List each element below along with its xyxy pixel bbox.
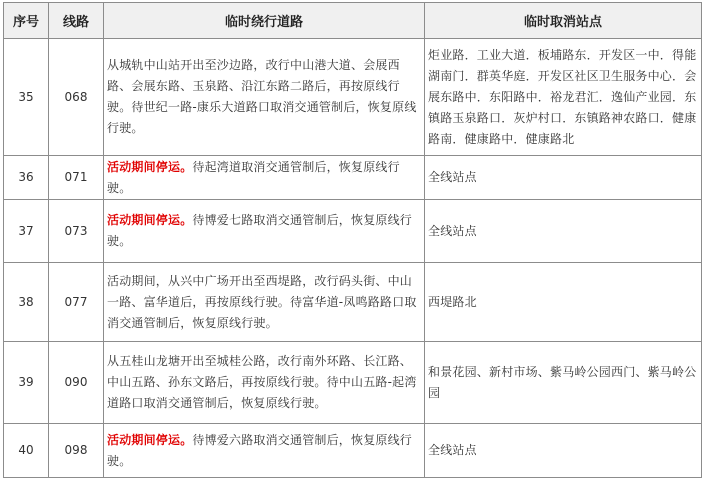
table-row (4, 156, 702, 200)
header-seq: 序号 (4, 3, 49, 39)
detour-text: 活动期间，从兴中广场开出至西堤路，改行码头街、中山一路、富华道后，再按原线行驶。待富华道-凤鸣路路口取消交通管制后，恢复原线行驶。 (107, 273, 417, 330)
detour-cell (104, 200, 425, 263)
detour-cell (104, 342, 425, 424)
table-row (4, 424, 702, 478)
header-route: 线路 (49, 3, 104, 39)
route-cell: 068 (49, 39, 104, 156)
detour-text: 从城轨中山站开出至沙边路，改行中山港大道、会展西路、会展东路、玉泉路、沿江东路二路后，再按原线行驶。待世纪一路-康乐大道路口取消交通管制后，恢复原线行驶。 (107, 58, 417, 135)
header-detour: 临时绕行道路 (104, 3, 425, 39)
detour-cell (104, 424, 425, 478)
seq-cell: 37 (4, 200, 49, 263)
seq-cell: 35 (4, 39, 49, 156)
cancel-cell: 和景花园、新村市场、紫马岭公园西门、紫马岭公园 (425, 342, 702, 424)
detour-cell (104, 39, 425, 156)
route-change-table (3, 2, 702, 478)
route-cell: 073 (49, 200, 104, 263)
seq-cell: 38 (4, 263, 49, 342)
table-row (4, 39, 702, 156)
cancel-cell: 全线站点 (425, 200, 702, 263)
cancel-cell: 全线站点 (425, 156, 702, 200)
suspension-notice: 活动期间停运。 (107, 432, 193, 447)
detour-text: 从五桂山龙塘开出至城桂公路，改行南外环路、长江路、中山五路、孙东文路后，再按原线行驶。待中山五路-起湾道路口取消交通管制后，恢复原线行驶。 (107, 354, 417, 410)
detour-cell (104, 263, 425, 342)
detour-cell (104, 156, 425, 200)
cancel-cell: 炬业路．工业大道．板埔路东．开发区一中．得能湖南门．群英华庭．开发区社区卫生服务中心．会展东路中．东阳路中．裕龙君汇．逸仙产业园．东镇路玉泉路口．灰炉村口．东镇路神农路口．健康路南．健康路中．健康路北 (425, 39, 702, 156)
detour-text: 待起湾道取消交通管制后，恢复原线行驶。 (107, 159, 400, 195)
seq-cell: 36 (4, 156, 49, 200)
detour-text: 待博爱六路取消交通管制后，恢复原线行驶。 (107, 432, 413, 468)
route-cell: 077 (49, 263, 104, 342)
suspension-notice: 活动期间停运。 (107, 213, 193, 227)
route-cell: 071 (49, 156, 104, 200)
table-row (4, 342, 702, 424)
header-cancel: 临时取消站点 (425, 3, 702, 39)
detour-text: 待博爱七路取消交通管制后，恢复原线行驶。 (107, 213, 413, 248)
cancel-cell: 全线站点 (425, 424, 702, 478)
seq-cell: 39 (4, 342, 49, 424)
table-header-row (4, 3, 702, 39)
route-cell: 090 (49, 342, 104, 424)
seq-cell: 40 (4, 424, 49, 478)
cancel-cell: 西堤路北 (425, 263, 702, 342)
table-row (4, 200, 702, 263)
table-row (4, 263, 702, 342)
route-cell: 098 (49, 424, 104, 478)
suspension-notice: 活动期间停运。 (107, 159, 193, 174)
